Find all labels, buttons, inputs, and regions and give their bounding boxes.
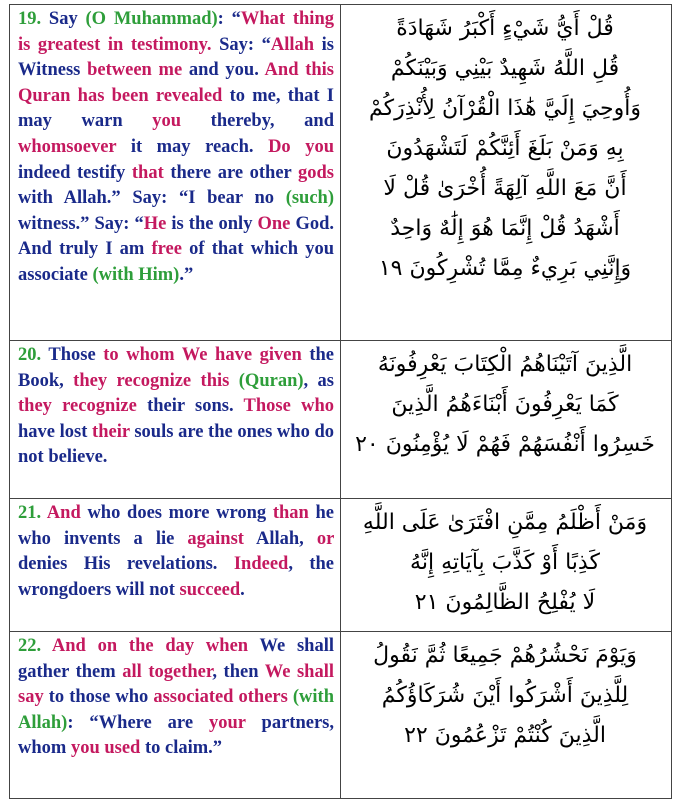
english-run: One xyxy=(257,213,291,234)
english-run: their sons. xyxy=(136,396,244,417)
english-run: And this Quran has been revealed xyxy=(18,60,334,106)
verse-number: 21. xyxy=(18,503,42,523)
english-run: (with Allah) xyxy=(18,687,335,733)
english-run: you xyxy=(152,111,182,132)
arabic-line: لِلَّذِينَ أَشْرَكُوا أَيْنَ شُرَكَاؤُكُمُ xyxy=(381,683,629,708)
english-run: with Allah.” Say: “I bear no xyxy=(18,188,286,209)
english-run: against xyxy=(187,528,244,549)
arabic-line: وَيَوْمَ نَحْشُرُهُمْ جَمِيعًا ثُمَّ نَقُولُ xyxy=(373,643,637,668)
verse-number: 20. xyxy=(18,345,42,365)
verse-row-19 xyxy=(10,5,671,341)
verse-arabic xyxy=(341,5,671,340)
english-run: they recognize xyxy=(18,396,137,417)
verse-arabic xyxy=(341,632,671,798)
english-run: have lost xyxy=(18,421,93,442)
verse-english-text xyxy=(18,345,334,467)
english-run: whomsoever xyxy=(18,136,117,157)
english-run: to claim.” xyxy=(140,738,223,759)
english-run: And xyxy=(46,503,81,523)
english-run: is the only xyxy=(166,213,258,234)
arabic-line: أَشْهَدُ قُلْ إِنَّمَا هُوَ إِلَٰهٌ وَاحِدٌ xyxy=(390,216,620,241)
arabic-line: وَمَنْ أَظْلَمُ مِمَّنِ افْتَرَىٰ عَلَى اللَّهِ xyxy=(362,510,648,535)
english-run: partners, whom xyxy=(18,712,334,759)
english-run xyxy=(229,371,238,391)
english-run: We shall gather them xyxy=(18,636,335,682)
arabic-line: وَأُوحِيَ إِلَيَّ هَٰذَا الْقُرْآنُ لِأُنْذِرَكُمْ xyxy=(369,96,641,121)
verse-row-20 xyxy=(10,341,671,499)
english-run: they recognize this xyxy=(73,370,230,391)
arabic-line: كَذِبًا أَوْ كَذَّبَ بِآيَاتِهِ إِنَّهُ xyxy=(410,550,600,575)
english-run: to me, that I may warn xyxy=(18,85,335,132)
verse-number: 19. xyxy=(18,9,42,29)
english-run: that xyxy=(131,162,164,183)
verse-arabic xyxy=(341,499,671,631)
english-run: denies His revelations. xyxy=(18,554,234,575)
english-run: (such) xyxy=(285,188,334,209)
english-run: is Witness xyxy=(18,34,335,81)
english-run: indeed testify xyxy=(18,162,132,183)
arabic-line: قُلِ اللَّهُ شَهِيدٌ بَيْنِي وَبَيْنَكُمْ xyxy=(390,56,620,81)
english-run: or xyxy=(316,528,334,549)
english-run: thereby, and xyxy=(181,111,334,132)
english-run: We shall say xyxy=(18,661,335,708)
english-run: (with Him) xyxy=(92,264,180,285)
english-run: to those who xyxy=(43,687,154,708)
verses-table xyxy=(9,4,672,799)
verse-row-21 xyxy=(10,499,671,632)
verse-english xyxy=(10,5,341,340)
english-run: Allah xyxy=(270,34,315,55)
english-run: : “ xyxy=(217,9,241,29)
verse-row-22 xyxy=(10,632,671,798)
arabic-line: الَّذِينَ كُنْتُمْ تَزْعُمُونَ ٢٢ xyxy=(404,723,606,748)
arabic-line: لَا يُفْلِحُ الظَّالِمُونَ ٢١ xyxy=(414,590,596,615)
verse-number: 22. xyxy=(18,636,42,656)
english-run: .” xyxy=(179,264,194,285)
english-run: Say xyxy=(41,9,86,29)
verse-english xyxy=(10,632,341,798)
english-run: witness.” Say: “ xyxy=(18,213,144,234)
english-run: to whom We have given xyxy=(103,345,302,365)
english-run: you used xyxy=(70,738,141,759)
english-run: gods xyxy=(298,162,334,183)
arabic-line: خَسِرُوا أَنْفُسَهُمْ فَهُمْ لَا يُؤْمِنُونَ ٢٠ xyxy=(355,432,655,457)
english-run: he who invents a lie xyxy=(18,503,334,549)
english-run: associated others xyxy=(153,687,288,708)
english-run xyxy=(41,636,52,656)
english-run: of that which you associate xyxy=(18,239,334,285)
english-run: Say: “ xyxy=(211,34,271,55)
arabic-line: قُلْ أَيُّ شَيْءٍ أَكْبَرُ شَهَادَةً xyxy=(396,16,614,41)
arabic-line: الَّذِينَ آتَيْنَاهُمُ الْكِتَابَ يَعْرِفُونَهُ xyxy=(377,352,633,377)
english-run: between me xyxy=(87,60,183,81)
english-run: And on the day when xyxy=(51,636,249,656)
english-run: their xyxy=(92,421,130,442)
english-run: who does more wrong xyxy=(80,503,273,523)
english-run: Those xyxy=(41,345,104,365)
english-run: it may reach. xyxy=(116,136,269,157)
english-run: , the wrongdoers will not xyxy=(18,554,334,600)
english-run: succeed xyxy=(179,579,241,600)
english-run: Indeed xyxy=(233,554,289,575)
verse-arabic xyxy=(341,341,671,498)
english-run: souls are the ones who do not believe. xyxy=(18,421,335,468)
english-run: He xyxy=(143,213,167,234)
english-run: and you. xyxy=(182,60,265,81)
arabic-line: أَنَّ مَعَ اللَّهِ آلِهَةً أُخْرَىٰ قُلْ لَا xyxy=(383,176,627,201)
english-run: Those who xyxy=(243,396,334,417)
arabic-line: كَمَا يَعْرِفُونَ أَبْنَاءَهُمُ الَّذِينَ xyxy=(391,392,619,417)
english-run: Allah, xyxy=(243,528,317,549)
english-run: What thing is greatest in testimony. xyxy=(18,9,334,55)
verse-english-text xyxy=(18,9,334,285)
english-run: (Quran) xyxy=(238,370,304,391)
english-run: free xyxy=(151,239,182,260)
verse-english-text xyxy=(18,636,334,758)
english-run: your xyxy=(208,712,246,733)
english-run: the Book, xyxy=(18,345,334,391)
english-run: there are other xyxy=(163,162,298,183)
english-run: Do you xyxy=(268,136,334,157)
english-run: than xyxy=(272,503,309,523)
arabic-line: وَإِنَّنِي بَرِيءٌ مِمَّا تُشْرِكُونَ ١٩ xyxy=(378,256,632,281)
verse-english-text xyxy=(18,503,334,600)
english-run: : “Where are xyxy=(67,712,209,733)
arabic-line: بِهِ وَمَنْ بَلَغَ أَئِنَّكُمْ لَتَشْهَدُونَ xyxy=(386,136,624,161)
verse-english xyxy=(10,341,341,498)
english-run: , then xyxy=(212,661,265,682)
verse-english xyxy=(10,499,341,631)
english-run: God. And truly I am xyxy=(18,213,334,260)
english-run: all together xyxy=(122,661,213,682)
english-run: . xyxy=(240,579,245,600)
english-run: (O Muhammad) xyxy=(85,9,218,29)
english-run: , as xyxy=(303,370,334,391)
